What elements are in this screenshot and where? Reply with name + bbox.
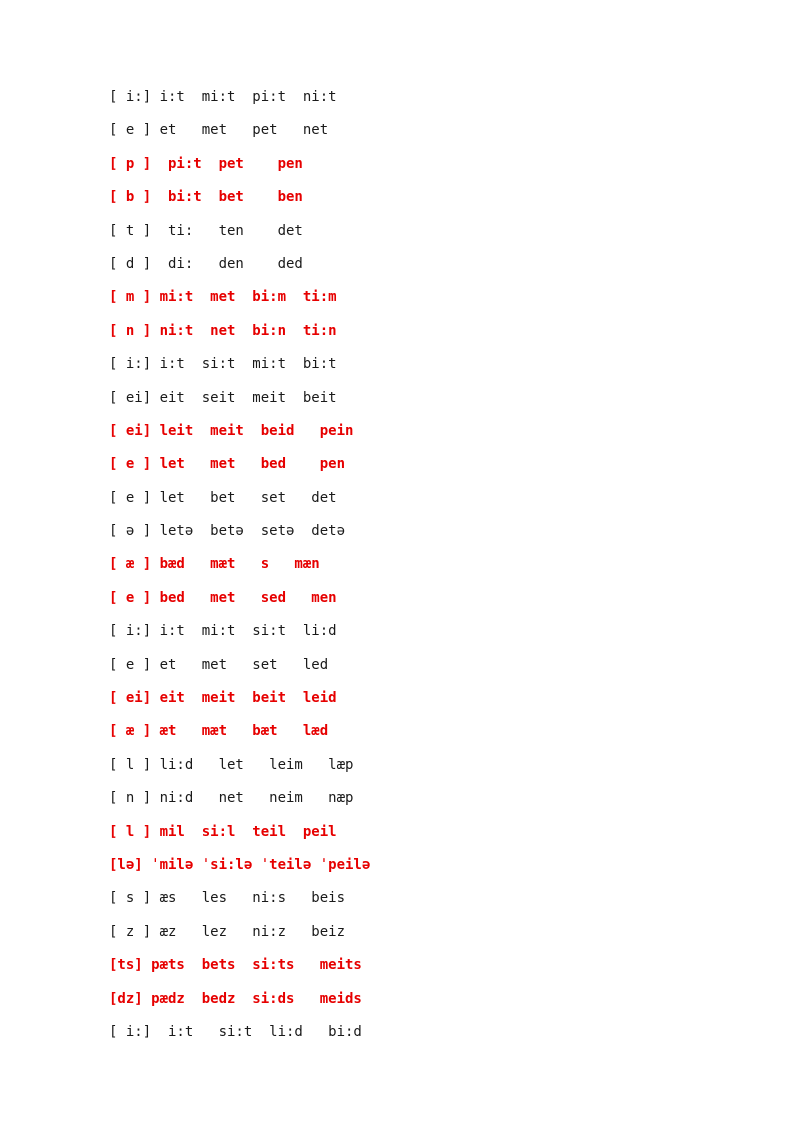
- practice-line: [ e ] bed met sed men: [109, 589, 337, 606]
- practice-line: [ e ] let bet set det: [109, 489, 337, 506]
- practice-line: [ d ] di: den ded: [109, 255, 303, 272]
- practice-line: [ n ] ni:t net bi:n ti:n: [109, 322, 337, 339]
- practice-line: [ e ] et met pet net: [109, 122, 329, 139]
- practice-line: [ s ] æs les ni:s beis: [109, 890, 346, 907]
- practice-line: [ i:] i:t si:t li:d bi:d: [109, 1023, 362, 1040]
- practice-line: [dz] pædz bedz si:ds meids: [109, 990, 362, 1007]
- practice-line: [ e ] et met set led: [109, 656, 329, 673]
- practice-line: [ æ ] æt mæt bæt læd: [109, 723, 329, 740]
- practice-line: [ ei] leit meit beid pein: [109, 422, 354, 439]
- practice-line: [ ei] eit seit meit beit: [109, 389, 337, 406]
- practice-line: [ l ] li:d let leim læp: [109, 756, 354, 773]
- practice-line: [ b ] bi:t bet ben: [109, 189, 303, 206]
- practice-line: [ z ] æz lez ni:z beiz: [109, 923, 346, 940]
- practice-line: [ts] pæts bets si:ts meits: [109, 957, 362, 974]
- practice-line: [ e ] let met bed pen: [109, 456, 346, 473]
- practice-line: [ n ] ni:d net neim næp: [109, 790, 354, 807]
- practice-line: [ ə ] letə betə setə detə: [109, 523, 346, 540]
- practice-line: [lə] ˈmilə ˈsi:lə ˈteilə ˈpeilə: [109, 856, 371, 873]
- practice-line: [ m ] mi:t met bi:m ti:m: [109, 289, 337, 306]
- practice-line: [ æ ] bæd mæt s mæn: [109, 556, 320, 573]
- practice-line: [ t ] ti: ten det: [109, 222, 303, 239]
- practice-line: [ i:] i:t si:t mi:t bi:t: [109, 356, 337, 373]
- practice-line: [ p ] pi:t pet pen: [109, 155, 303, 172]
- practice-line: [ i:] i:t mi:t pi:t ni:t: [109, 89, 337, 105]
- phonetic-practice-list: [109, 88, 629, 1056]
- practice-line: [ l ] mil si:l teil peil: [109, 823, 337, 840]
- practice-line: [ ei] eit meit beit leid: [109, 690, 337, 707]
- practice-line: [ i:] i:t mi:t si:t li:d: [109, 623, 337, 640]
